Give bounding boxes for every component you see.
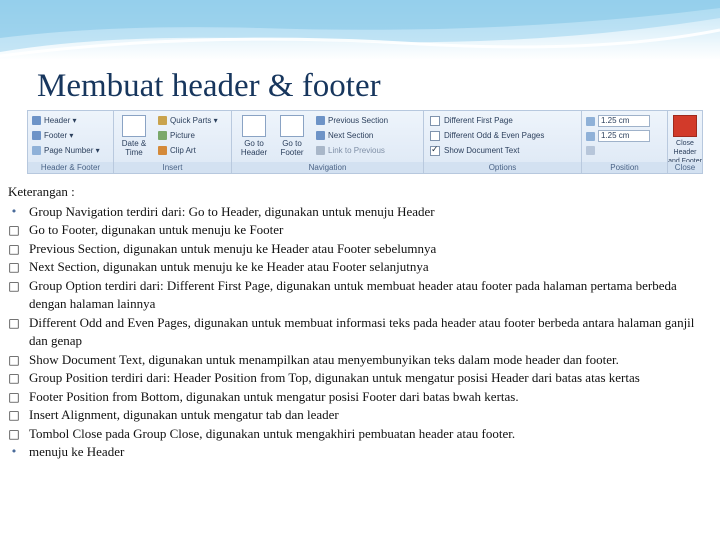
footer-position-field[interactable]: 1.25 cm	[586, 130, 650, 142]
list-item	[8, 388, 708, 407]
group-navigation	[232, 111, 424, 173]
bullet-box-icon: □	[8, 352, 20, 367]
header-position-field[interactable]: 1.25 cm	[586, 115, 650, 127]
group-position	[582, 111, 668, 173]
bullet-dot-icon: •	[10, 204, 18, 218]
insert-alignment-tab-button[interactable]	[586, 145, 598, 157]
group-label-close: Close	[668, 162, 702, 173]
go-to-header-button[interactable]: Go to Header	[236, 115, 272, 157]
checkbox-icon	[430, 131, 440, 141]
go-to-footer-icon	[280, 115, 304, 137]
list-item	[8, 369, 708, 388]
group-label-position: Position	[582, 162, 667, 173]
list-item	[8, 277, 708, 314]
bullet-box-icon: □	[8, 260, 20, 275]
go-to-header-icon	[242, 115, 266, 137]
list-item-text: Tombol Close pada Group Close, digunakan untuk mengakhiri pembuatan header atau footer.	[29, 425, 516, 441]
list-item-text: Go to Footer, digunakan untuk menuju ke Footer	[29, 222, 284, 238]
quick-parts-icon	[158, 116, 167, 125]
link-icon	[316, 146, 325, 155]
group-label-options: Options	[424, 162, 581, 173]
footer-dropdown[interactable]: Footer ▾	[32, 130, 73, 142]
bullet-box-icon: □	[8, 278, 20, 293]
page-number-icon	[32, 146, 41, 155]
explanation-heading: Keterangan :	[8, 184, 75, 199]
list-item	[8, 240, 708, 259]
bullet-box-icon: □	[8, 408, 20, 423]
go-to-footer-button[interactable]: Go to Footer	[274, 115, 310, 157]
bullet-box-icon: □	[8, 426, 20, 441]
list-item	[8, 221, 708, 240]
close-icon	[673, 115, 697, 137]
previous-section-icon	[316, 116, 325, 125]
bullet-box-icon: □	[8, 315, 20, 330]
slide-title: Membuat header & footer	[37, 68, 381, 104]
footer-position-icon	[586, 132, 595, 141]
bullet-box-icon: □	[8, 241, 20, 256]
group-insert	[114, 111, 232, 173]
date-time-button[interactable]: Date & Time	[116, 115, 152, 157]
group-header-footer	[28, 111, 114, 173]
group-options	[424, 111, 582, 173]
bullet-box-icon: □	[8, 223, 20, 238]
list-item-text: Group Position terdiri dari: Header Position from Top, digunakan untuk mengatur posisi Header dari batas atas kertas	[29, 370, 640, 386]
header-dropdown[interactable]: Header ▾	[32, 115, 76, 127]
list-item-text: menuju ke Header	[29, 444, 125, 460]
alignment-tab-icon	[586, 146, 595, 155]
list-item-text: Show Document Text, digunakan untuk menampilkan atau menyembunyikan teks dalam mode header dan footer.	[29, 351, 619, 367]
different-odd-even-checkbox[interactable]: Different Odd & Even Pages	[430, 130, 544, 142]
quick-parts-dropdown[interactable]: Quick Parts ▾	[158, 115, 218, 127]
calendar-icon	[122, 115, 146, 137]
bullet-box-icon: □	[8, 371, 20, 386]
list-item-text: Group Option terdiri dari: Different First Page, digunakan untuk membuat header atau footer pada halaman pertama berbeda dengan halaman lainnya	[29, 277, 677, 312]
different-first-page-checkbox[interactable]: Different First Page	[430, 115, 513, 127]
picture-button[interactable]: Picture	[158, 130, 195, 142]
group-label-insert: Insert	[114, 162, 231, 173]
list-item-text: Previous Section, digunakan untuk menuju ke Header atau Footer sebelumnya	[29, 240, 437, 256]
list-item	[8, 443, 708, 462]
header-icon	[32, 116, 41, 125]
checkbox-checked-icon	[430, 146, 440, 156]
header-footer-ribbon	[27, 110, 703, 174]
picture-icon	[158, 131, 167, 140]
clip-art-button[interactable]: Clip Art	[158, 145, 196, 157]
next-section-button[interactable]: Next Section	[316, 130, 373, 142]
checkbox-icon	[430, 116, 440, 126]
explanation-text	[8, 182, 708, 462]
previous-section-button[interactable]: Previous Section	[316, 115, 388, 127]
list-item-text: Different Odd and Even Pages, digunakan untuk membuat informasi teks pada header atau footer berbeda antara halaman ganjil dan genap	[29, 314, 695, 349]
list-item	[8, 406, 708, 425]
list-item	[8, 351, 708, 370]
list-item	[8, 314, 708, 351]
next-section-icon	[316, 131, 325, 140]
show-document-text-checkbox[interactable]: ✓Show Document Text	[430, 145, 519, 157]
list-item	[8, 203, 708, 222]
group-label-navigation: Navigation	[232, 162, 423, 173]
header-position-icon	[586, 117, 595, 126]
footer-icon	[32, 131, 41, 140]
list-item	[8, 258, 708, 277]
close-header-footer-button[interactable]: Close Header	[668, 115, 702, 166]
bullet-dot-icon: •	[10, 445, 18, 459]
list-item	[8, 425, 708, 444]
link-to-previous-button[interactable]: Link to Previous	[316, 145, 385, 157]
bullet-box-icon: □	[8, 389, 20, 404]
list-item-text: Insert Alignment, digunakan untuk mengatur tab dan leader	[29, 407, 339, 423]
clip-art-icon	[158, 146, 167, 155]
page-number-dropdown[interactable]: Page Number ▾	[32, 145, 100, 157]
list-item-text: Group Navigation terdiri dari: Go to Header, digunakan untuk menuju Header	[29, 203, 435, 219]
bullet-list	[8, 203, 708, 462]
group-label-header-footer: Header & Footer	[28, 162, 113, 173]
list-item-text: Footer Position from Bottom, digunakan untuk mengatur posisi Footer dari batas bwah kertas.	[29, 388, 519, 404]
group-close	[668, 111, 702, 173]
list-item-text: Next Section, digunakan untuk menuju ke ke Header atau Footer selanjutnya	[29, 259, 429, 275]
